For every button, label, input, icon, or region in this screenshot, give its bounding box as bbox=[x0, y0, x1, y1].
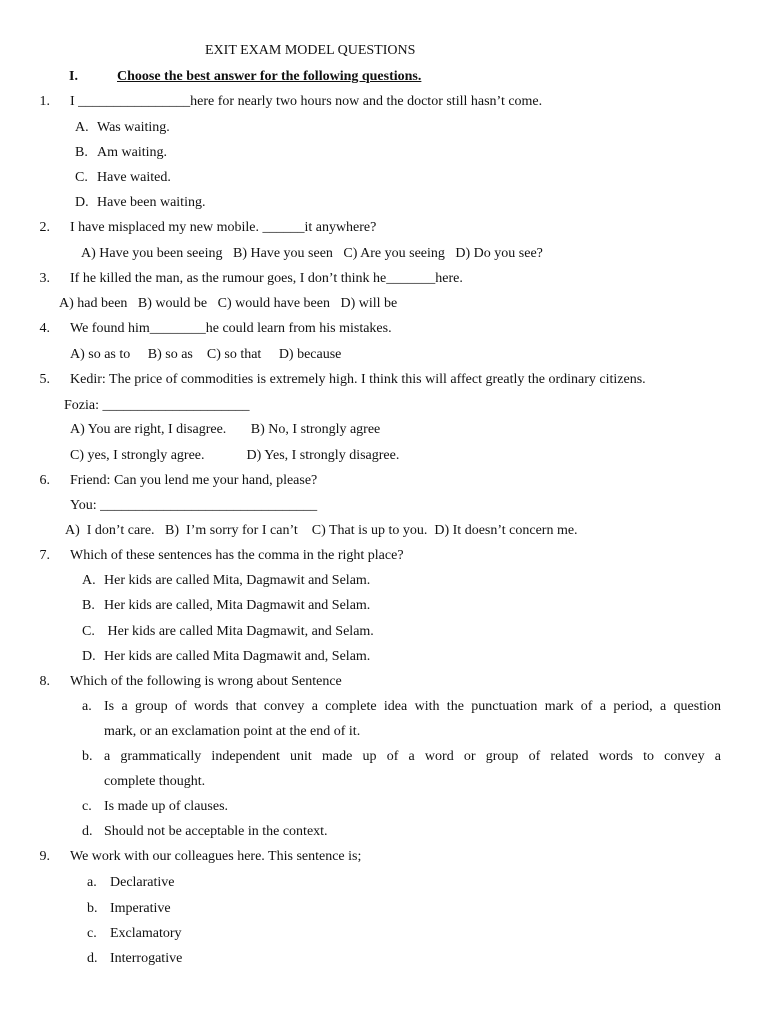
q1-option-c: Have waited. bbox=[97, 170, 171, 185]
q7-option-d-letter: D. bbox=[82, 649, 96, 664]
q7-option-b: Her kids are called, Mita Dagmawit and Selam. bbox=[104, 598, 371, 613]
question-6-text: Friend: Can you lend me your hand, please? bbox=[70, 473, 318, 488]
q7-option-b-letter: B. bbox=[82, 598, 95, 613]
q6-options: A) I don’t care. B) I’m sorry for I can’t C) That is up to you. D) It doesn’t concern me. bbox=[65, 523, 578, 538]
q5-options-line-2: C) yes, I strongly agree. D) Yes, I strongly disagree. bbox=[70, 448, 400, 463]
q7-option-a-letter: A. bbox=[82, 573, 96, 588]
q5-options-line-1: A) You are right, I disagree. B) No, I strongly agree bbox=[70, 422, 381, 437]
q9-option-c-letter: c. bbox=[87, 926, 97, 941]
q8-option-b-letter: b. bbox=[82, 749, 93, 764]
question-3-text: If he killed the man, as the rumour goes, I don’t think he_______here. bbox=[70, 271, 463, 286]
section-number: I. bbox=[69, 69, 78, 84]
q7-option-c: Her kids are called Mita Dagmawit, and Selam. bbox=[104, 624, 374, 639]
q8-option-d-letter: d. bbox=[82, 824, 93, 839]
q1-option-d-letter: D. bbox=[75, 195, 89, 210]
q9-option-a-letter: a. bbox=[87, 875, 97, 890]
question-4-text: We found him________he could learn from his mistakes. bbox=[70, 321, 392, 336]
q7-option-c-letter: C. bbox=[82, 624, 95, 639]
q9-option-b: Imperative bbox=[110, 901, 171, 916]
question-8-number: 8. bbox=[39, 674, 50, 689]
q3-options: A) had been B) would be C) would have been D) will be bbox=[59, 296, 398, 311]
question-3-number: 3. bbox=[39, 271, 50, 286]
q9-option-b-letter: b. bbox=[87, 901, 98, 916]
q1-option-d: Have been waiting. bbox=[97, 195, 206, 210]
q9-option-a: Declarative bbox=[110, 875, 175, 890]
question-2-text: I have misplaced my new mobile. ______it anywhere? bbox=[70, 220, 377, 235]
question-5-text: Kedir: The price of commodities is extremely high. I think this will affect greatly the ordinary citizens. bbox=[70, 372, 646, 387]
q8-option-d: Should not be acceptable in the context. bbox=[104, 824, 328, 839]
q8-option-b-continued: complete thought. bbox=[104, 774, 206, 789]
q9-option-d: Interrogative bbox=[110, 951, 183, 966]
q8-option-a: Is a group of words that convey a complete idea with the punctuation mark of a period, a question bbox=[104, 699, 721, 714]
question-4-number: 4. bbox=[39, 321, 50, 336]
q9-option-c: Exclamatory bbox=[110, 926, 182, 941]
q1-option-c-letter: C. bbox=[75, 170, 88, 185]
section-heading: Choose the best answer for the following questions. bbox=[117, 69, 422, 84]
question-9-number: 9. bbox=[39, 849, 50, 864]
q7-option-a: Her kids are called Mita, Dagmawit and Selam. bbox=[104, 573, 371, 588]
question-1-text: I ________________here for nearly two hours now and the doctor still hasn’t come. bbox=[70, 94, 543, 109]
question-2-number: 2. bbox=[39, 220, 50, 235]
q1-option-a: Was waiting. bbox=[97, 120, 170, 135]
question-7-text: Which of these sentences has the comma in the right place? bbox=[70, 548, 404, 563]
question-5-number: 5. bbox=[39, 372, 50, 387]
q4-options: A) so as to B) so as C) so that D) because bbox=[70, 347, 342, 362]
q1-option-b: Am waiting. bbox=[97, 145, 167, 160]
q1-option-a-letter: A. bbox=[75, 120, 89, 135]
q8-option-c-letter: c. bbox=[82, 799, 92, 814]
q8-option-a-continued: mark, or an exclamation point at the end of it. bbox=[104, 724, 361, 739]
q7-option-d: Her kids are called Mita Dagmawit and, Selam. bbox=[104, 649, 371, 664]
page-title: EXIT EXAM MODEL QUESTIONS bbox=[205, 43, 416, 58]
q1-option-b-letter: B. bbox=[75, 145, 88, 160]
q5-response: Fozia: _____________________ bbox=[64, 398, 250, 413]
question-1-number: 1. bbox=[39, 94, 50, 109]
q6-response: You: _______________________________ bbox=[70, 498, 318, 513]
q8-option-c: Is made up of clauses. bbox=[104, 799, 229, 814]
question-7-number: 7. bbox=[39, 548, 50, 563]
question-6-number: 6. bbox=[39, 473, 50, 488]
q2-options: A) Have you been seeing B) Have you seen C) Are you seeing D) Do you see? bbox=[81, 246, 543, 261]
q9-option-d-letter: d. bbox=[87, 951, 98, 966]
q8-option-a-letter: a. bbox=[82, 699, 92, 714]
question-8-text: Which of the following is wrong about Sentence bbox=[70, 674, 342, 689]
question-9-text: We work with our colleagues here. This sentence is; bbox=[70, 849, 362, 864]
q8-option-b: a grammatically independent unit made up of a word or group of related words to convey a bbox=[104, 749, 721, 764]
